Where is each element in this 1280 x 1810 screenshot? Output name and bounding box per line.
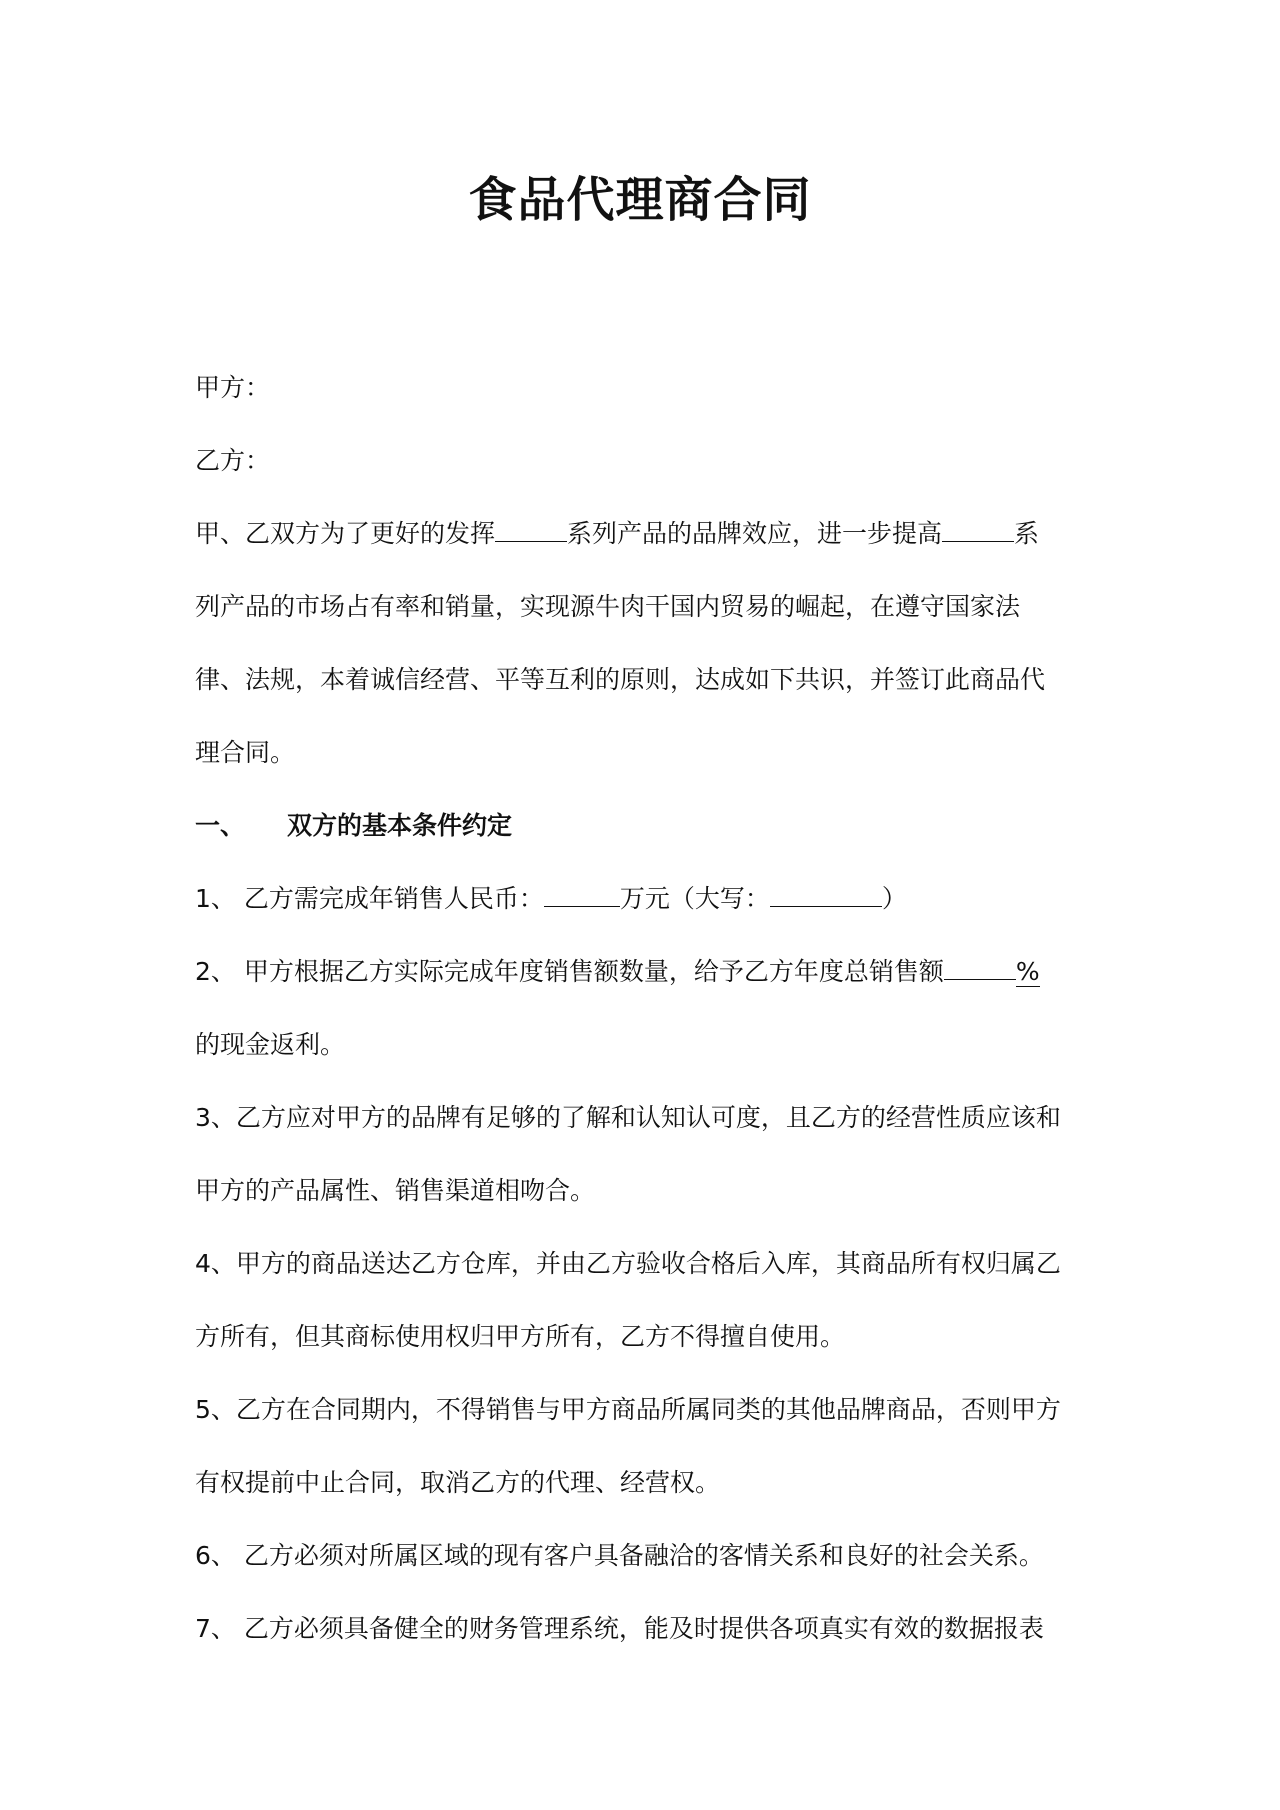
- intro-line-2: 列产品的市场占有率和销量，实现源牛肉干国内贸易的崛起，在遵守国家法: [195, 592, 1021, 621]
- clause-1: [195, 881, 1095, 917]
- clause-4: 4、甲方的商品送达乙方仓库，并由乙方验收合格后入库，其商品所有权归属乙: [195, 1249, 1061, 1278]
- clause-3-cont: 甲方的产品属性、销售渠道相吻合。: [195, 1176, 596, 1205]
- clause-6: 6、 乙方必须对所属区域的现有客户具备融洽的客情关系和良好的社会关系。: [195, 1541, 1044, 1570]
- clause-4-cont: 方所有，但其商标使用权归甲方所有，乙方不得擅自使用。: [195, 1322, 846, 1351]
- brand-blank-1: [495, 516, 567, 542]
- rebate-percent-blank: [944, 954, 1016, 980]
- intro-text: 系列产品的品牌效应，进一步提高: [567, 519, 943, 548]
- intro-line-4: 理合同。: [195, 738, 296, 767]
- clause-text: 1、 乙方需完成年销售人民币：: [195, 884, 544, 913]
- intro-text: 甲、乙双方为了更好的发挥: [195, 519, 496, 548]
- party-a-label: 甲方：: [195, 373, 271, 402]
- clause-text: 2、 甲方根据乙方实际完成年度销售额数量，给予乙方年度总销售额: [195, 957, 944, 986]
- clause-text: ）: [881, 884, 907, 913]
- section-number: 一、: [195, 811, 246, 840]
- percent-sign: %: [1015, 957, 1040, 986]
- section-title: 双方的基本条件约定: [287, 811, 513, 840]
- clause-2-cont: 的现金返利。: [195, 1030, 346, 1059]
- section-heading: [195, 808, 1095, 844]
- sales-amount-blank: [544, 881, 620, 907]
- clause-5-cont: 有权提前中止合同，取消乙方的代理、经营权。: [195, 1468, 721, 1497]
- clause-3: 3、乙方应对甲方的品牌有足够的了解和认知认可度，且乙方的经营性质应该和: [195, 1103, 1061, 1132]
- intro-text: 系: [1014, 519, 1040, 548]
- sales-amount-words-blank: [770, 881, 882, 907]
- brand-blank-2: [942, 516, 1014, 542]
- clause-text: 万元（大写：: [619, 884, 770, 913]
- document-title: 食品代理商合同: [468, 172, 812, 228]
- party-b-label: 乙方：: [195, 446, 271, 475]
- intro-line-3: 律、法规，本着诚信经营、平等互利的原则，达成如下共识，并签订此商品代: [195, 665, 1046, 694]
- clause-2: [195, 954, 1095, 990]
- clause-5: 5、乙方在合同期内，不得销售与甲方商品所属同类的其他品牌商品，否则甲方: [195, 1395, 1061, 1424]
- clause-7: 7、 乙方必须具备健全的财务管理系统，能及时提供各项真实有效的数据报表: [195, 1614, 1044, 1643]
- intro-line-1: [195, 516, 1095, 552]
